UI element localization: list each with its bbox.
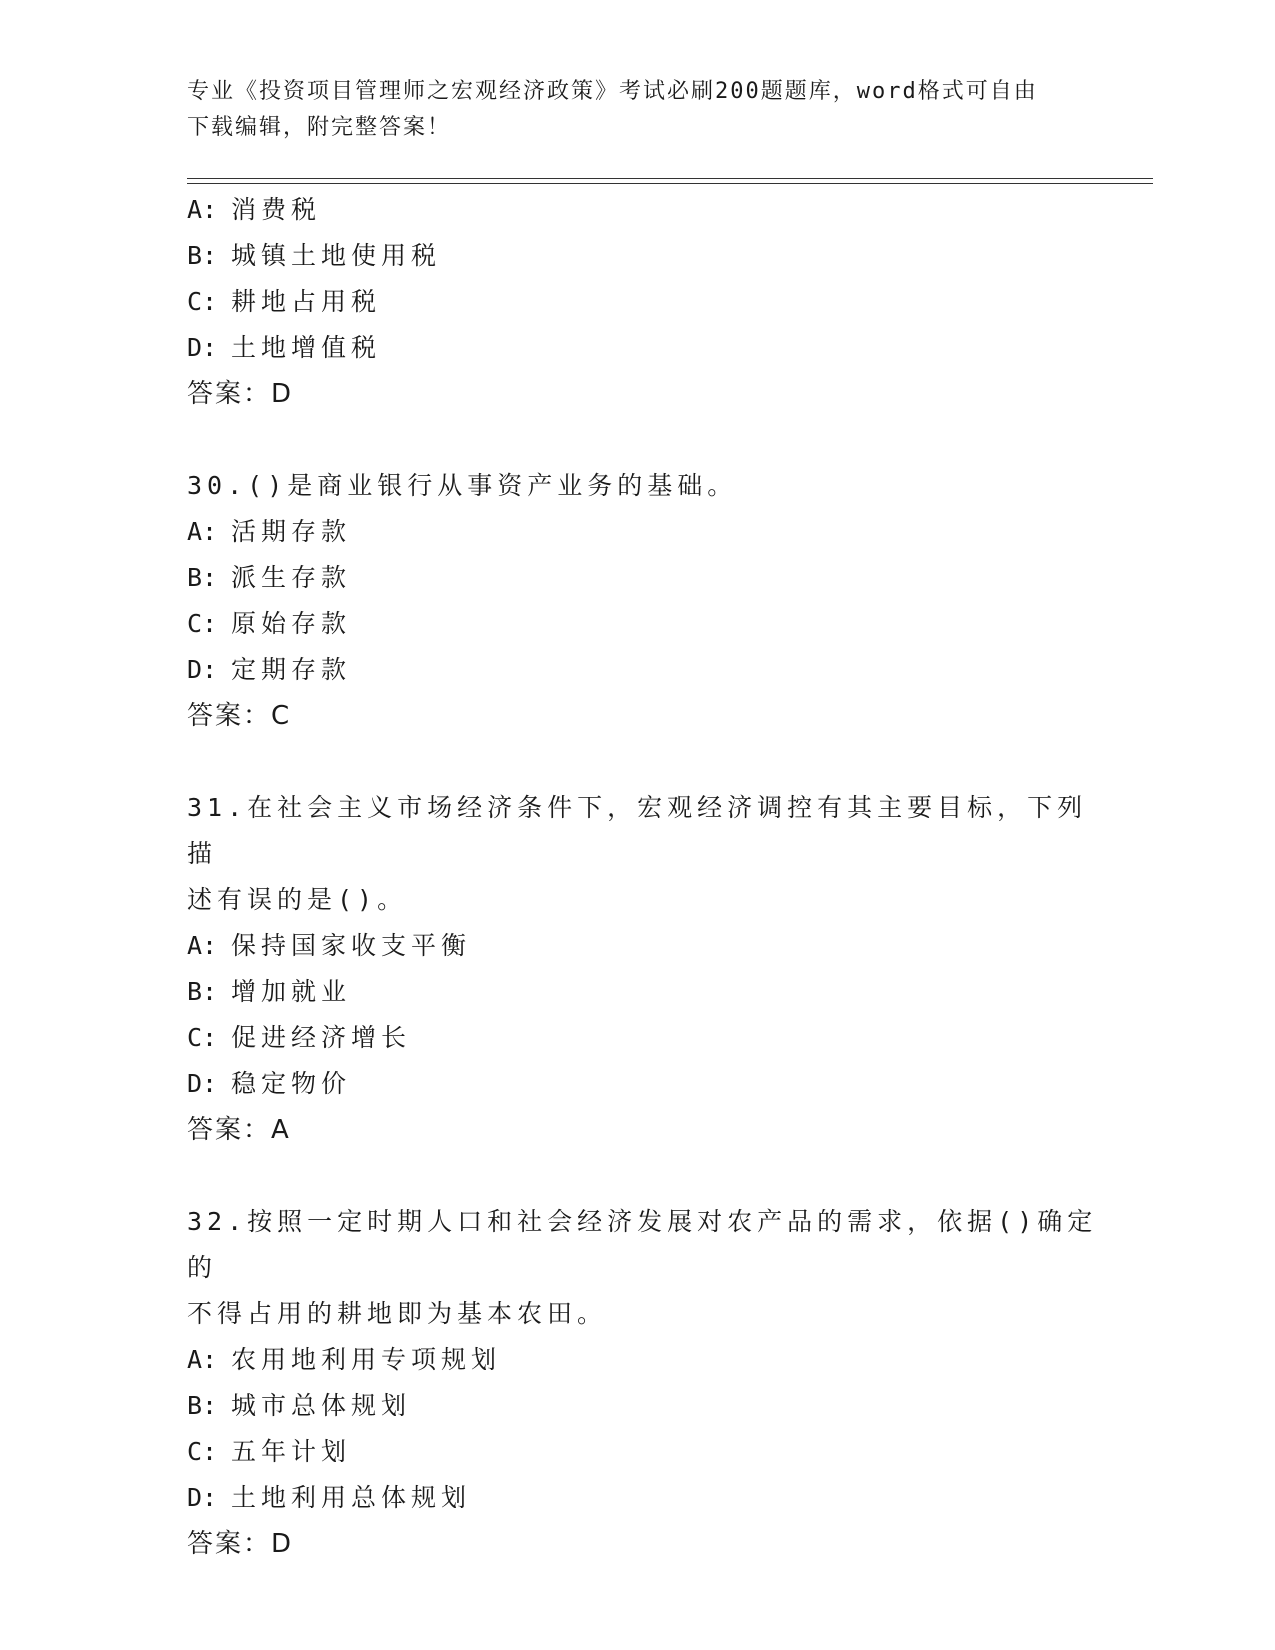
option-d: D: 稳定物价 bbox=[187, 1069, 352, 1098]
answer-line: 答案：D bbox=[187, 1529, 294, 1559]
question-stem-line-1: 31.在社会主义市场经济条件下，宏观经济调控有其主要目标，下列描 bbox=[187, 793, 1088, 868]
answer-line: 答案：D bbox=[187, 379, 294, 409]
question-list bbox=[187, 187, 1107, 1567]
answer-line: 答案：C bbox=[187, 701, 292, 731]
question-30 bbox=[187, 463, 1107, 739]
question-stem-line-2: 述有误的是()。 bbox=[187, 885, 408, 914]
header-line-1: 专业《投资项目管理师之宏观经济政策》考试必刷200题题库，word格式可自由 bbox=[187, 79, 1038, 104]
option-a: A: 消费税 bbox=[187, 195, 322, 224]
option-b: B: 城镇土地使用税 bbox=[187, 241, 442, 270]
answer-line: 答案：A bbox=[187, 1115, 291, 1145]
header-divider-bottom bbox=[187, 183, 1153, 184]
question-31 bbox=[187, 785, 1107, 1153]
option-b: B: 城市总体规划 bbox=[187, 1391, 412, 1420]
option-a: A: 保持国家收支平衡 bbox=[187, 931, 472, 960]
question-stem: 30.()是商业银行从事资产业务的基础。 bbox=[187, 471, 738, 500]
option-c: C: 原始存款 bbox=[187, 609, 352, 638]
option-b: B: 派生存款 bbox=[187, 563, 352, 592]
option-d: D: 定期存款 bbox=[187, 655, 352, 684]
option-a: A: 活期存款 bbox=[187, 517, 352, 546]
option-c: C: 五年计划 bbox=[187, 1437, 352, 1466]
header-divider-top bbox=[187, 178, 1153, 179]
question-fragment bbox=[187, 187, 1107, 417]
document-header bbox=[187, 74, 1087, 146]
option-b: B: 增加就业 bbox=[187, 977, 352, 1006]
option-d: D: 土地利用总体规划 bbox=[187, 1483, 472, 1512]
option-a: A: 农用地利用专项规划 bbox=[187, 1345, 502, 1374]
question-32 bbox=[187, 1199, 1107, 1567]
header-line-2: 下载编辑，附完整答案！ bbox=[187, 115, 452, 140]
option-d: D: 土地增值税 bbox=[187, 333, 382, 362]
question-stem-line-1: 32.按照一定时期人口和社会经济发展对农产品的需求，依据()确定的 bbox=[187, 1207, 1098, 1282]
option-c: C: 促进经济增长 bbox=[187, 1023, 412, 1052]
option-c: C: 耕地占用税 bbox=[187, 287, 382, 316]
question-stem-line-2: 不得占用的耕地即为基本农田。 bbox=[187, 1299, 608, 1328]
